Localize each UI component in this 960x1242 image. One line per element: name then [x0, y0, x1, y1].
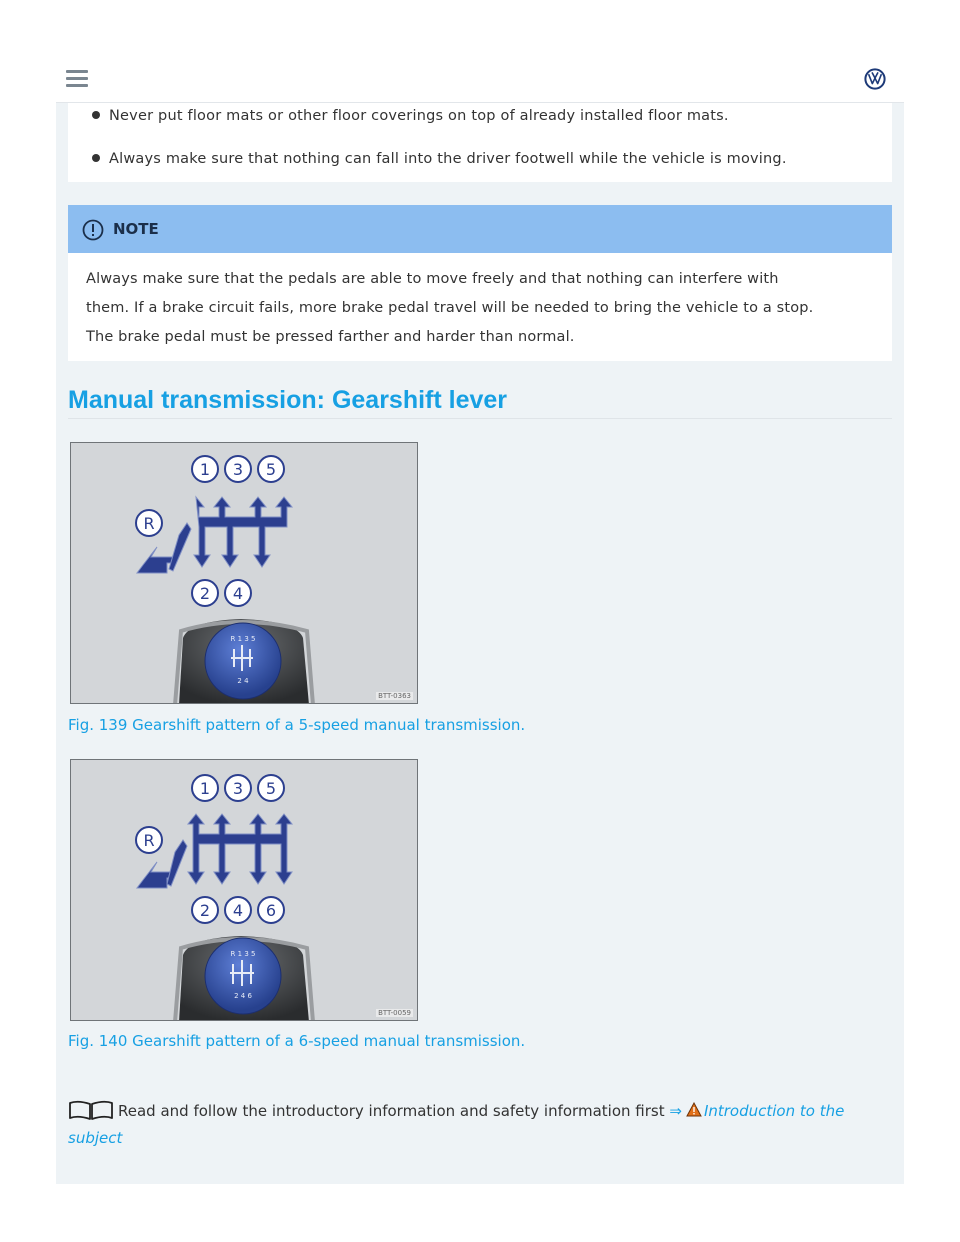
vw-logo-icon[interactable]	[864, 68, 886, 90]
gear-label: 2	[199, 584, 211, 603]
gear-label: R	[143, 831, 155, 850]
gear-label: 4	[232, 901, 244, 920]
gear-label: 4	[232, 584, 244, 603]
read-first-notice	[68, 1098, 892, 1152]
warning-box	[68, 103, 892, 182]
warning-triangle-icon	[686, 1102, 702, 1117]
section-title: Manual transmission: Gearshift lever	[68, 386, 508, 414]
gear-label: 3	[232, 779, 244, 798]
figure-caption: Fig. 139 Gearshift pattern of a 5-speed manual transmission.	[68, 716, 526, 734]
figure-code: BTT-0059	[378, 1009, 411, 1017]
knob-label: R 1 3 5	[230, 635, 256, 643]
note-label: NOTE	[113, 220, 159, 238]
gear-label: 1	[199, 460, 211, 479]
warning-bullet: Never put floor mats or other floor coverings on top of already installed floor mats.	[92, 108, 729, 124]
gear-label: R	[143, 514, 155, 533]
gear-label: 2	[199, 901, 211, 920]
exclamation-circle-icon	[82, 219, 104, 241]
knob-label: 2 4	[237, 677, 249, 685]
introduction-link[interactable]: Introduction to the subject	[68, 1102, 845, 1147]
gear-label: 3	[232, 460, 244, 479]
reference-arrow[interactable]: ⇒	[669, 1102, 682, 1120]
read-first-text: Read and follow the introductory information and safety information first	[118, 1102, 665, 1120]
knob-label: 2 4 6	[234, 992, 252, 1000]
hamburger-menu-icon[interactable]	[66, 70, 88, 88]
figure-caption: Fig. 140 Gearshift pattern of a 6-speed manual transmission.	[68, 1032, 526, 1050]
open-book-icon	[68, 1100, 114, 1120]
gear-label: 5	[265, 779, 277, 798]
note-header	[68, 205, 892, 253]
top-bar	[56, 56, 904, 103]
gear-label: 1	[199, 779, 211, 798]
gearshift-figure-6-speed	[70, 759, 418, 1021]
gear-label: 6	[265, 901, 277, 920]
warning-bullet: Always make sure that nothing can fall into the driver footwell while the vehicle is moving.	[92, 151, 787, 167]
manual-page	[56, 56, 904, 1184]
knob-label: R 1 3 5	[230, 950, 256, 958]
section-divider	[68, 418, 892, 419]
gear-label: 5	[265, 460, 277, 479]
note-text: Always make sure that the pedals are able to move freely and that nothing can interfere with them. If a brake circuit fails, more brake pedal travel will be needed to bring the vehicle to a stop. The brake pedal must be pressed farther and harder than normal.	[86, 271, 814, 345]
gearshift-figure-5-speed	[70, 442, 418, 704]
figure-code: BTT-0363	[378, 692, 411, 700]
note-box	[68, 205, 892, 361]
